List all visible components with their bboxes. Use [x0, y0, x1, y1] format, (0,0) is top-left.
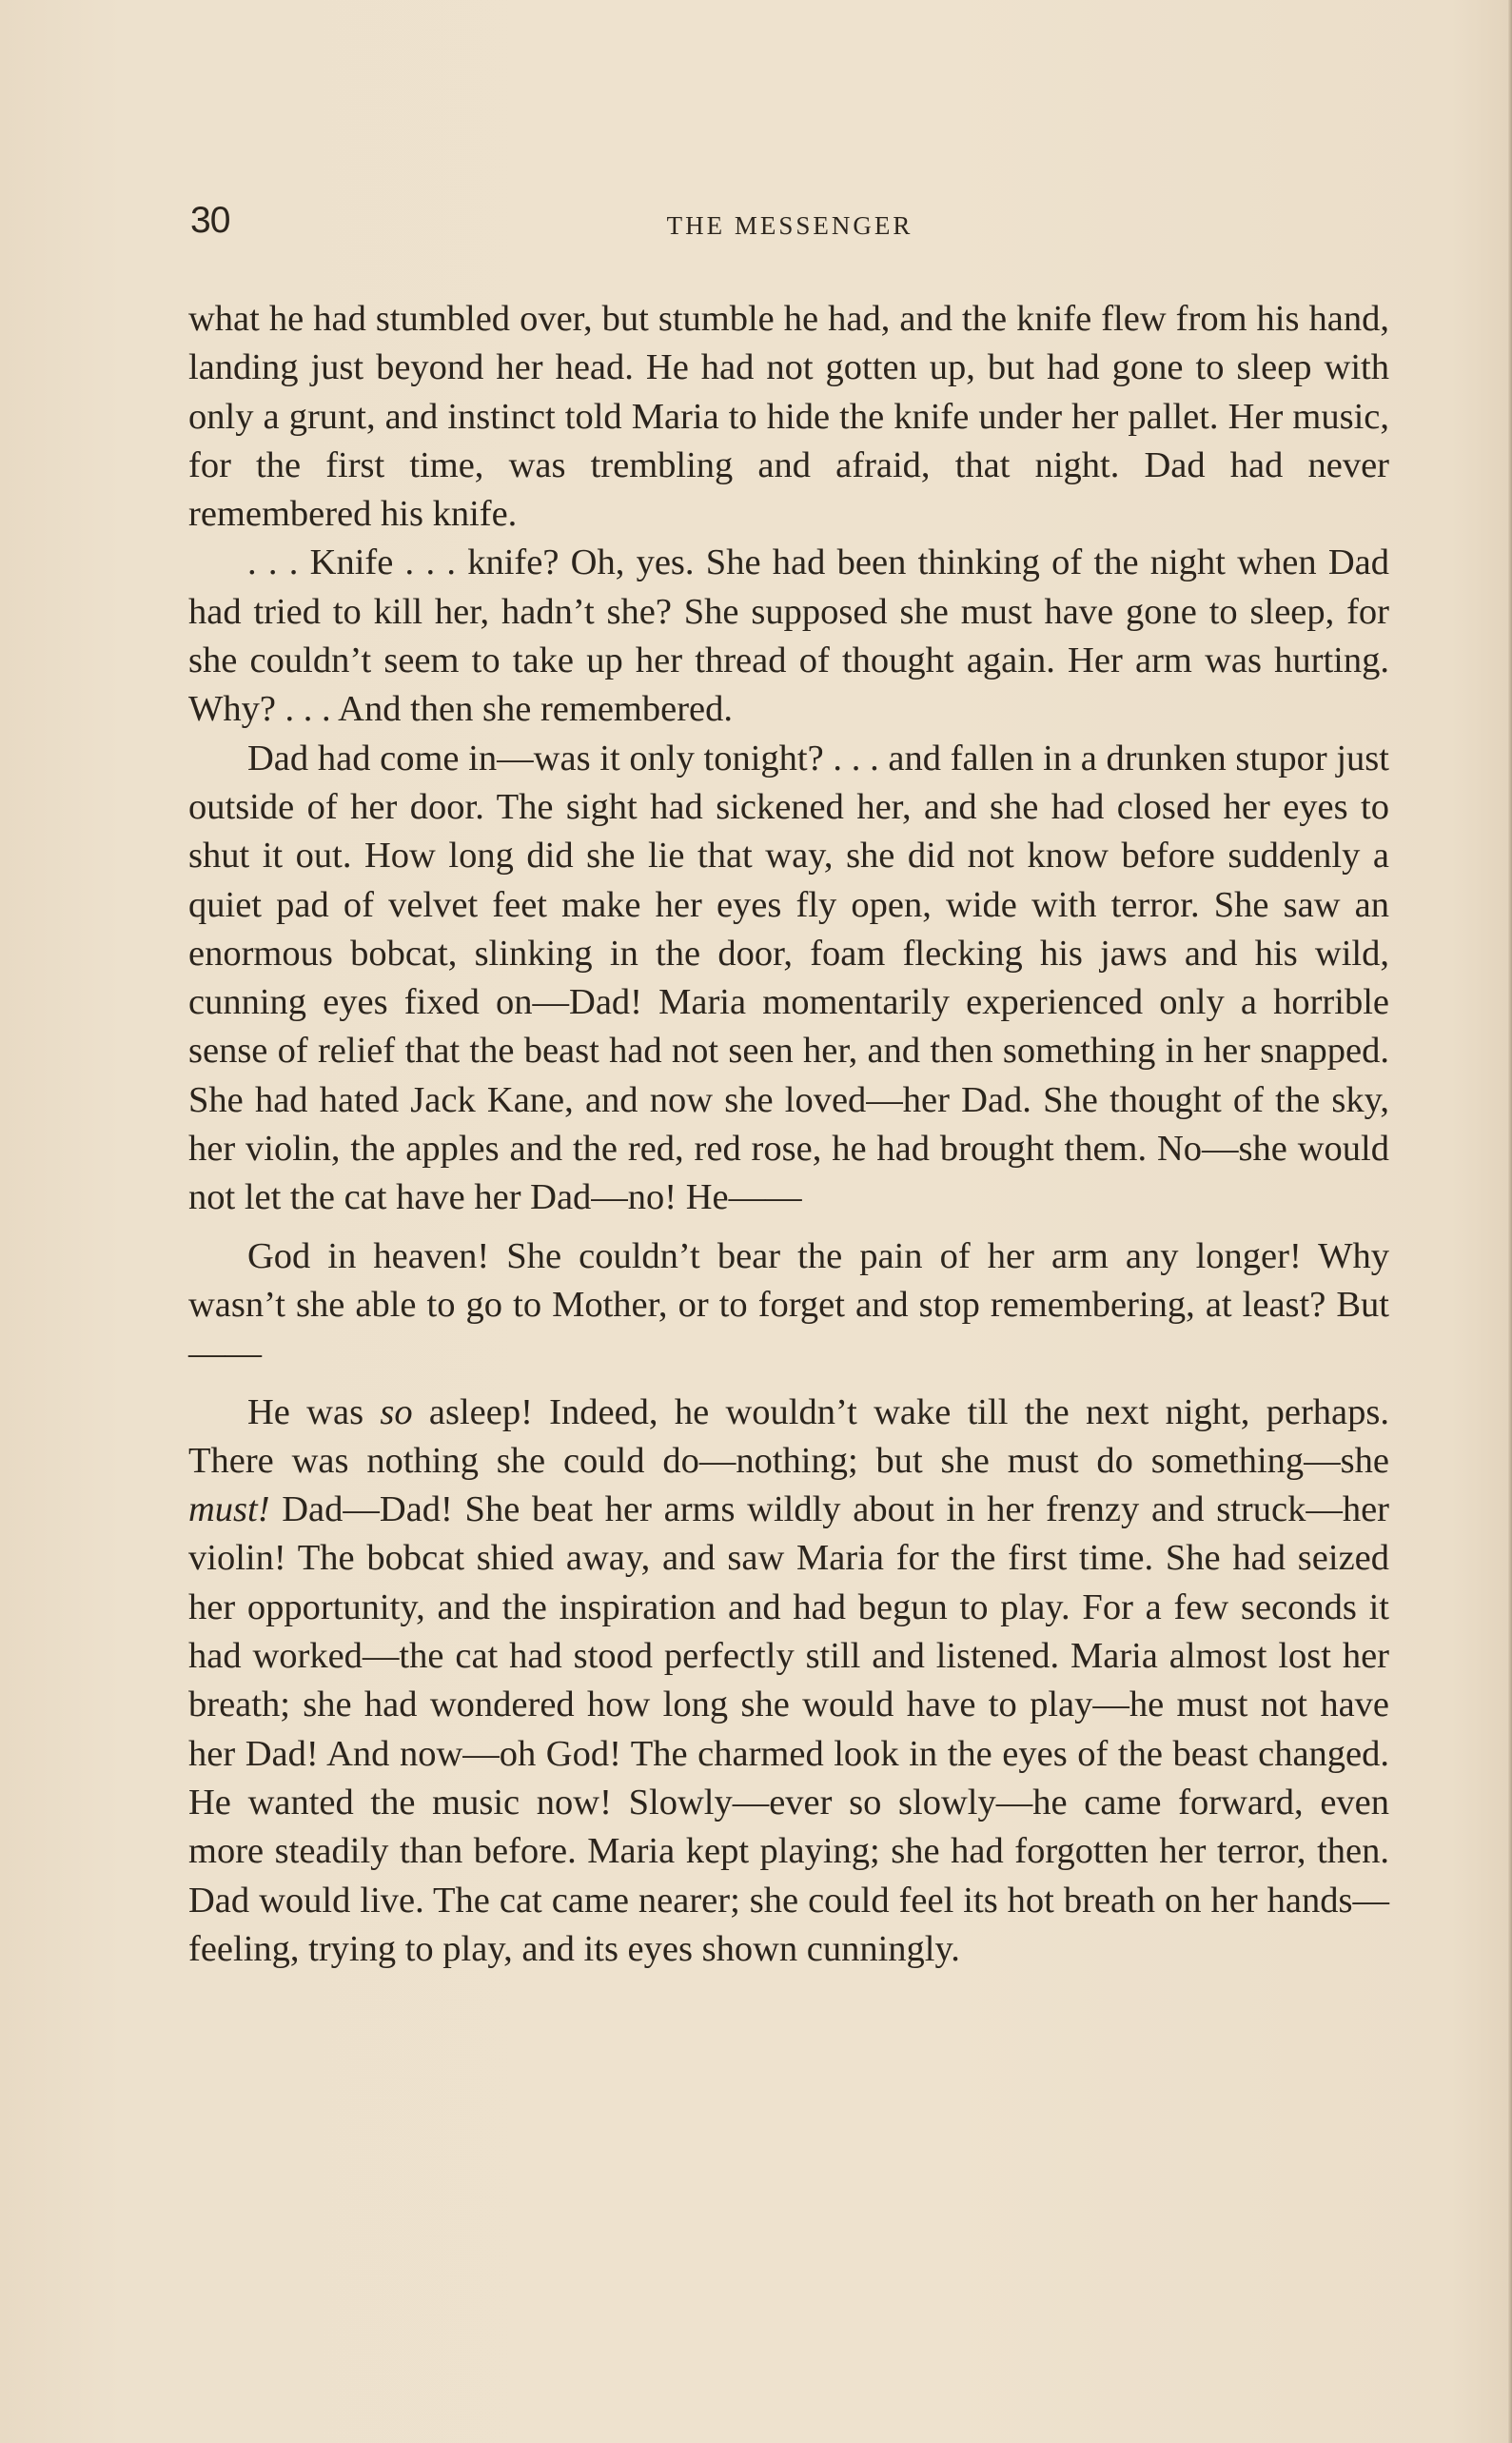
running-head: THE MESSENGER — [666, 211, 913, 240]
paragraph-text: asleep! Indeed, he wouldn’t wake till the next night, perhaps. There was nothing she could do—nothing; but she must do something—she — [188, 1391, 1389, 1481]
paragraph: Dad had come in—was it only tonight? . . . and fallen in a drunken stupor just outside of her door. The sight had sickened her, and she had closed her eyes to shut it out. How long did she lie that way, she did not know before suddenly a quiet pad of velvet feet make her eyes fly open, wide with terror. She saw an enormous bobcat, slinking in the door, foam flecking his jaws and his wild, cunning eyes fixed on—Dad! Maria momentarily experienced only a horrible sense of relief that the beast had not seen her, and then something in her snapped. She had hated Jack Kane, and now she loved—her Dad. She thought of the sky, her violin, the apples and the red, red rose, he had brought them. No—she would not let the cat have her Dad—no! He—— — [188, 738, 1389, 1218]
page-header — [190, 200, 1389, 257]
paragraph: God in heaven! She couldn’t bear the pain of her arm any longer! Why wasn’t she able to go to Mother, or to forget and stop remembering, at least? But—— — [188, 1235, 1389, 1374]
paragraph-text: Dad—Dad! She beat her arms wildly about in her frenzy and struck—her violin! The bobcat shied away, and saw Maria for the first time. She had seized her opportunity, and the inspiration and had begun to play. For a few seconds it had worked—the cat had stood perfectly still and listened. Maria almost lost her breath; she had wondered how long she would have to play—he must not have her Dad! And now—oh God! The charmed look in the eyes of the beast changed. He wanted the music now! Slowly—ever so slowly—he came forward, even more steadily than before. Maria kept playing; she had forgotten her terror, then. Dad would live. The cat came nearer; she could feel its hot breath on her hands—feeling, trying to play, and its eyes shown cunningly. — [188, 1489, 1389, 1969]
paragraph-continued: what he had stumbled over, but stumble he had, and the knife flew from his hand, landing just beyond her head. He had not gotten up, but had gone to sleep with only a grunt, and instinct told Maria to hide the knife under her pallet. Her music, for the first time, was trembling and afraid, that night. Dad had never remembered his knife. — [188, 299, 1389, 535]
paragraph: . . . Knife . . . knife? Oh, yes. She had been thinking of the night when Dad had tried to kill her, hadn’t she? She supposed she must have gone to sleep, for she couldn’t seem to take up her thread of thought again. Her arm was hurting. Why? . . . And then she remembered. — [188, 542, 1389, 730]
paragraph-text: He was — [247, 1391, 381, 1432]
italic-emphasis: must! — [188, 1489, 270, 1530]
paragraph — [188, 1389, 1389, 1975]
page-edge — [1508, 0, 1512, 2443]
page-number: 30 — [190, 200, 230, 241]
italic-emphasis: so — [380, 1391, 413, 1432]
body-text — [188, 295, 1389, 1974]
